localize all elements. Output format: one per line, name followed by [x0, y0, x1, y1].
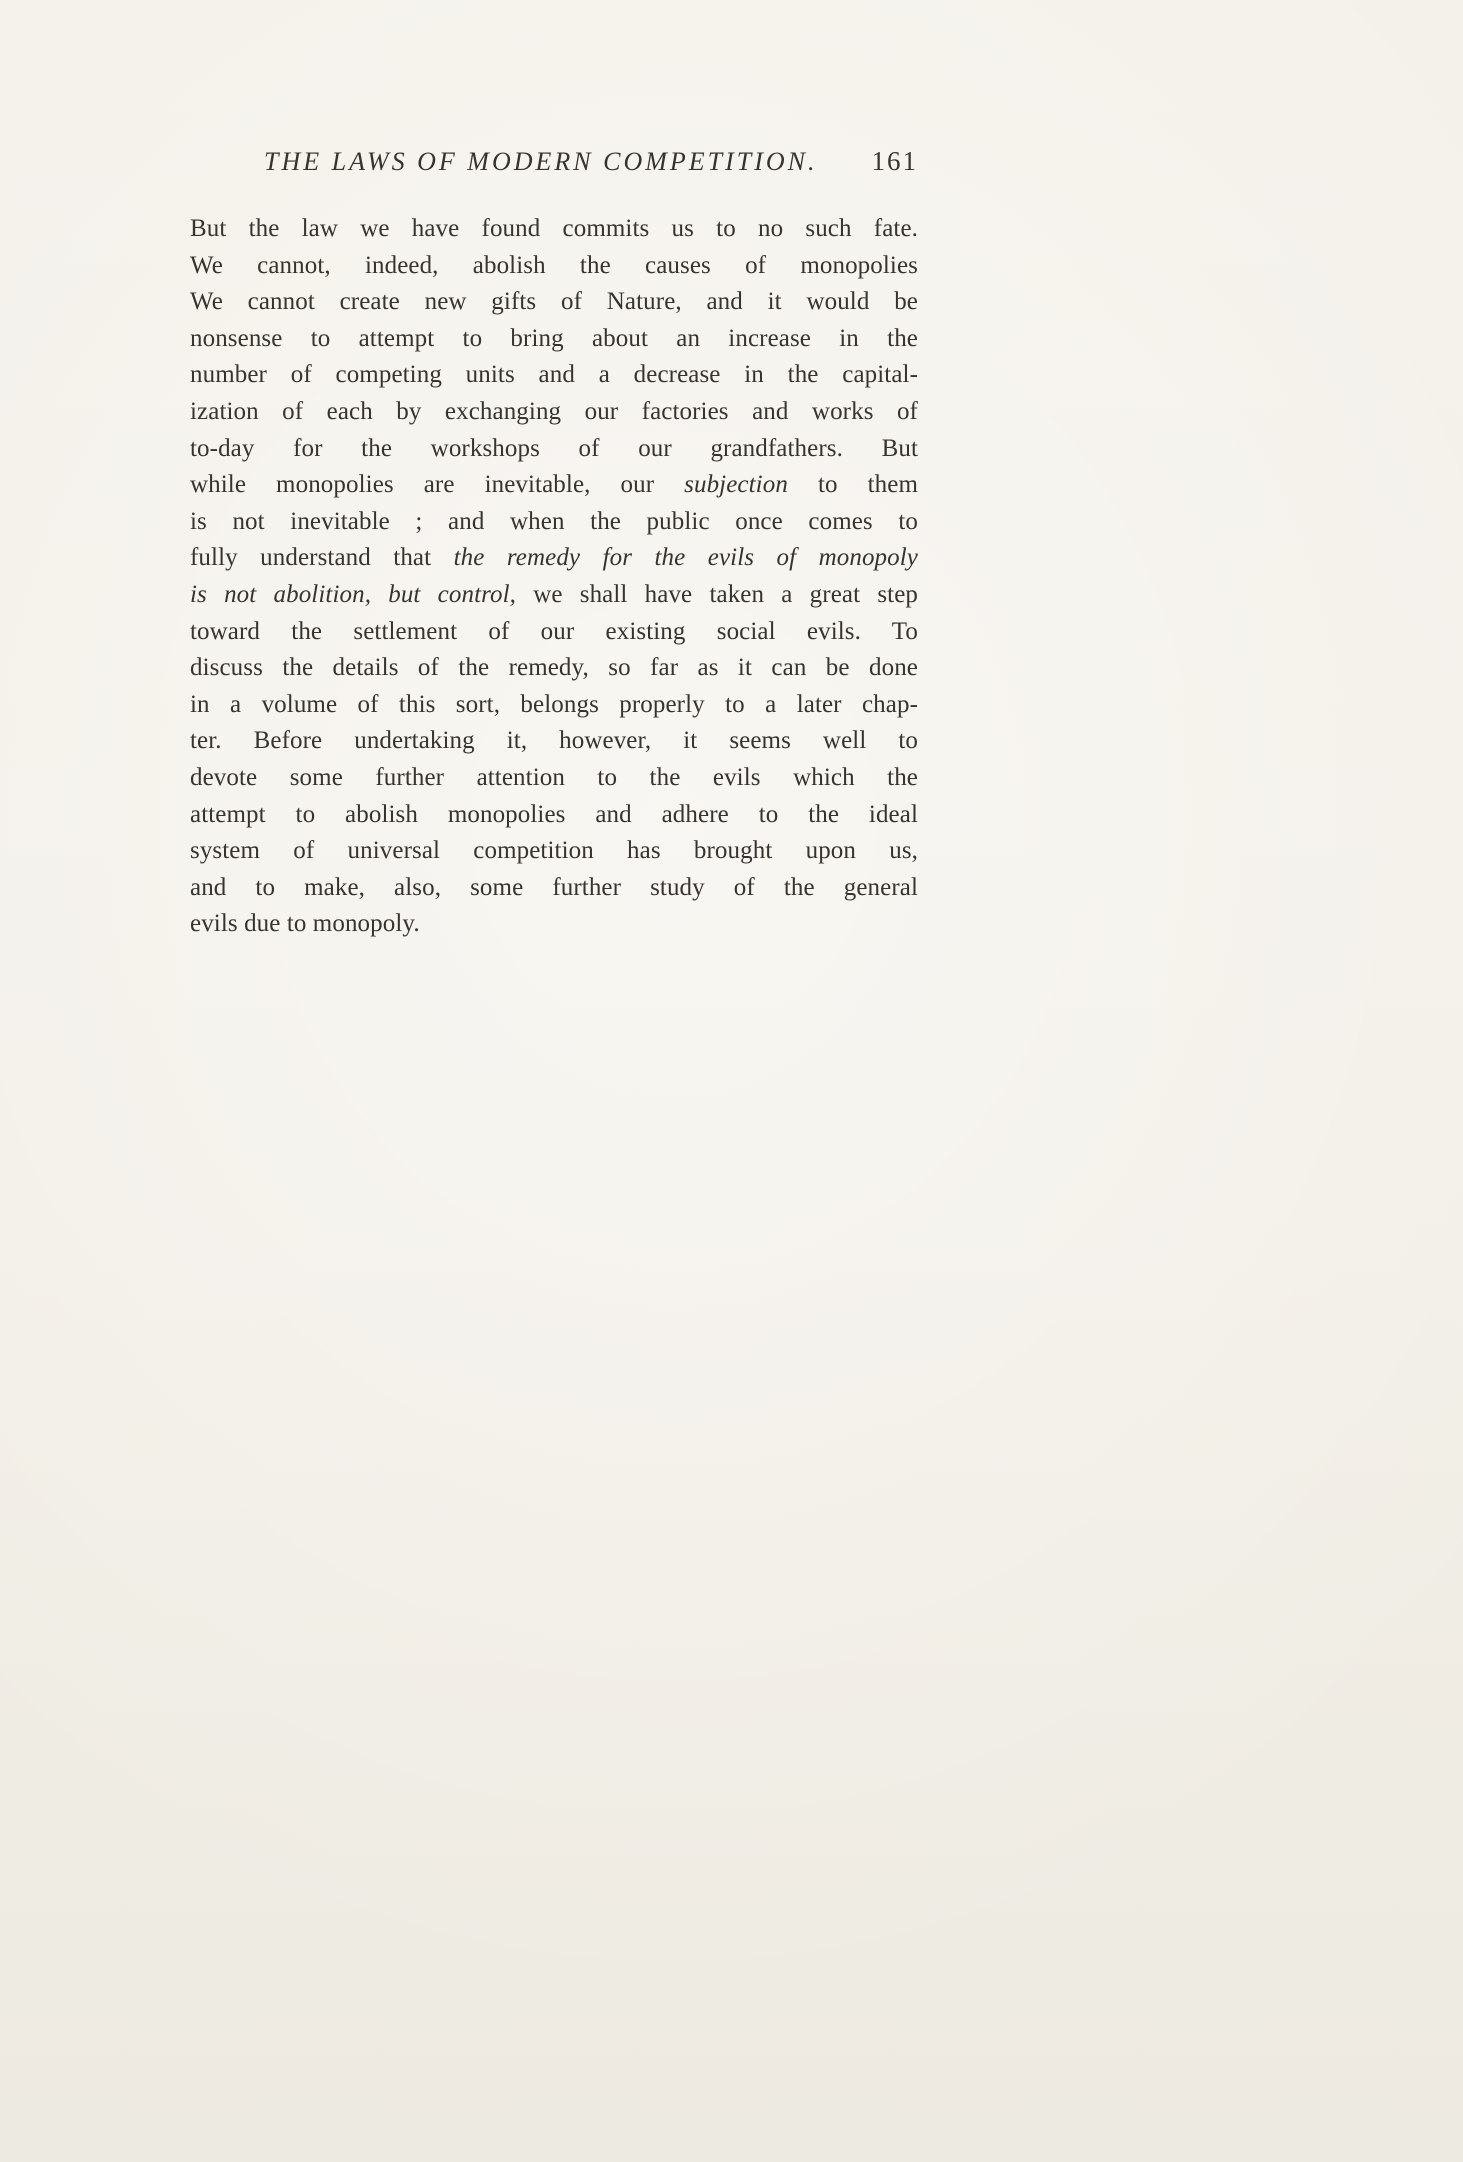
text-segment: nonsense to attempt to bring about an increase in the	[190, 324, 918, 352]
text-line	[190, 760, 918, 797]
text-line	[190, 797, 918, 834]
text-segment: is not inevitable ; and when the public once comes to	[190, 507, 918, 535]
text-line	[190, 687, 918, 724]
text-segment: devote some further attention to the evils which the	[190, 763, 918, 791]
text-line	[190, 431, 918, 468]
page-number: 161	[871, 146, 918, 176]
text-segment: toward the settlement of our existing social evils. To	[190, 617, 918, 645]
text-segment: fully understand that	[190, 544, 454, 572]
text-segment: ter. Before undertaking it, however, it seems well to	[190, 727, 918, 755]
text-line	[190, 577, 918, 614]
italic-text-segment: is not abolition, but control,	[190, 580, 517, 608]
chapter-running-title: THE LAWS OF MODERN COMPETITION.	[264, 147, 818, 176]
text-line	[190, 394, 918, 431]
text-segment: evils due to monopoly.	[190, 910, 420, 938]
text-line	[190, 723, 918, 760]
text-segment: while monopolies are inevitable, our	[190, 471, 685, 499]
text-segment: to them	[787, 471, 918, 499]
text-segment: number of competing units and a decrease in the capital-	[190, 361, 918, 389]
text-segment: system of universal competition has brought upon us,	[190, 837, 918, 865]
text-segment: we shall have taken a great step	[516, 580, 918, 608]
text-segment: But the law we have found commits us to no such fate.	[190, 215, 918, 242]
italic-text-segment: subjection	[684, 471, 788, 499]
text-line	[190, 357, 918, 394]
text-segment: attempt to abolish monopolies and adhere to the ideal	[190, 800, 918, 828]
text-segment: We cannot, indeed, abolish the causes of monopolies	[190, 251, 918, 279]
text-line	[190, 284, 918, 321]
running-header	[190, 146, 918, 177]
text-line	[190, 906, 918, 943]
text-line	[190, 467, 918, 504]
text-line	[190, 870, 918, 907]
text-line	[190, 650, 918, 687]
text-line	[190, 504, 918, 541]
text-segment: to-day for the workshops of our grandfathers. But	[190, 434, 918, 462]
text-line	[190, 248, 918, 285]
text-segment: ization of each by exchanging our factories and works of	[190, 397, 918, 425]
text-line	[190, 540, 918, 577]
text-line	[190, 614, 918, 651]
text-segment: in a volume of this sort, belongs properly to a later chap-	[190, 690, 918, 718]
text-line	[190, 211, 918, 248]
text-segment: and to make, also, some further study of the general	[190, 873, 918, 901]
paragraph	[190, 211, 918, 943]
text-segment: We cannot create new gifts of Nature, and it would be	[190, 288, 918, 316]
text-line	[190, 833, 918, 870]
text-segment: discuss the details of the remedy, so far as it can be done	[190, 654, 918, 682]
text-line	[190, 321, 918, 358]
italic-text-segment: the remedy for the evils of monopoly	[453, 544, 918, 572]
